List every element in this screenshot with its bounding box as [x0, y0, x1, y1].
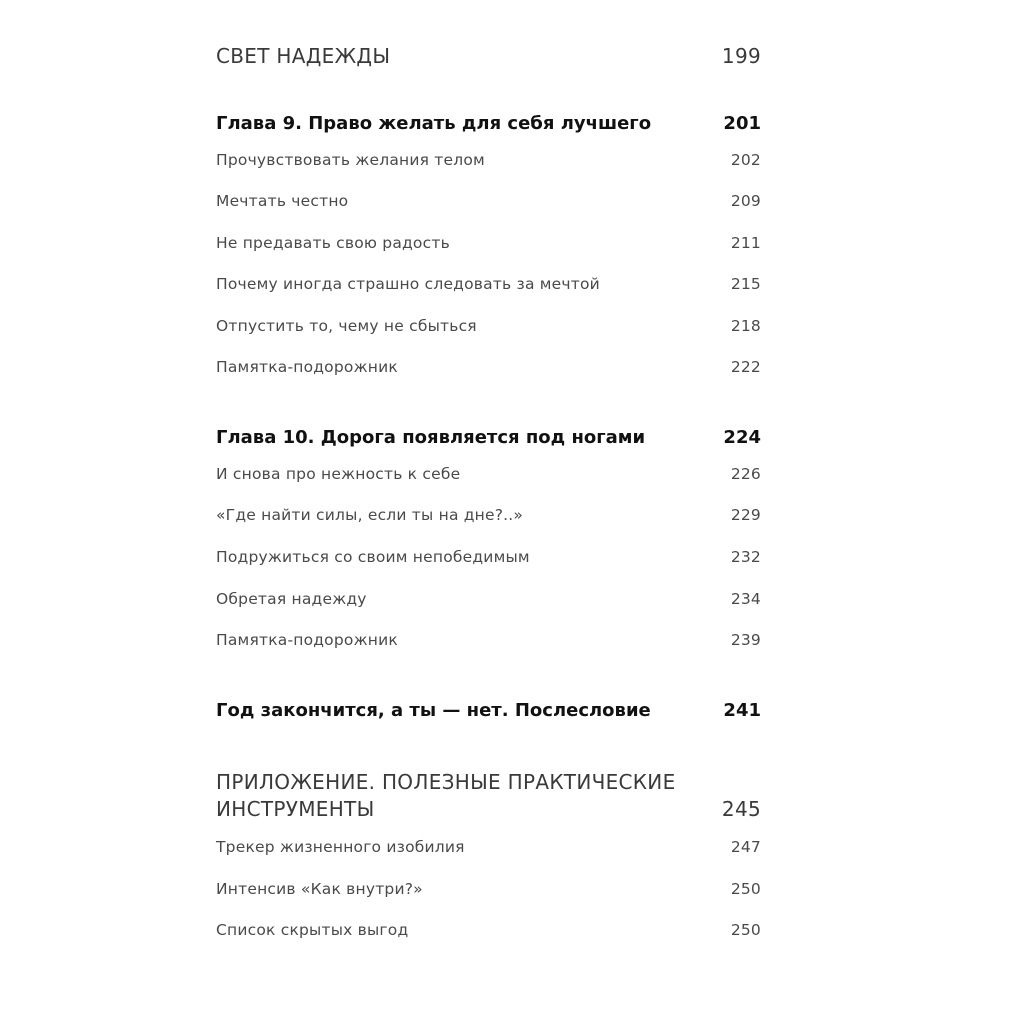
toc-section-title: Отпустить то, чему не сбыться [216, 317, 477, 335]
toc-part-page: 199 [721, 44, 761, 68]
toc-section-entry [216, 548, 761, 566]
toc-section-title: Памятка-подорожник [216, 631, 398, 649]
toc-afterword-entry [216, 700, 761, 721]
toc-section-entry [216, 506, 761, 524]
toc-chapter-title: Глава 9. Право желать для себя лучшего [216, 113, 652, 134]
toc-section-entry [216, 358, 761, 376]
toc-section-title: Памятка-подорожник [216, 358, 398, 376]
toc-appendix-entry [216, 769, 761, 823]
toc-section-title: Обретая надежду [216, 590, 367, 608]
toc-section-entry [216, 234, 761, 252]
toc-section-entry [216, 921, 761, 939]
toc-part-title: СВЕТ НАДЕЖДЫ [216, 44, 391, 68]
toc-section-title: Интенсив «Как внутри?» [216, 880, 423, 898]
toc-section-title: Список скрытых выгод [216, 921, 409, 939]
toc-section-title: Почему иногда страшно следовать за мечтой [216, 275, 600, 293]
toc-section-entry [216, 192, 761, 210]
toc-section-title: «Где найти силы, если ты на дне?..» [216, 506, 524, 524]
toc-section-page: 211 [730, 234, 761, 252]
toc-section-page: 250 [730, 921, 761, 939]
toc-section-page: 232 [730, 548, 761, 566]
toc-section-page: 250 [730, 880, 761, 898]
toc-section-entry [216, 880, 761, 898]
toc-section-title: Прочувствовать желания телом [216, 151, 485, 169]
toc-section-entry [216, 590, 761, 608]
toc-section-entry [216, 838, 761, 856]
toc-section-entry [216, 465, 761, 483]
toc-section-title: Не предавать свою радость [216, 234, 450, 252]
toc-section-title: И снова про нежность к себе [216, 465, 461, 483]
toc-section-page: 209 [730, 192, 761, 210]
toc-chapter-page: 224 [723, 427, 761, 448]
toc-section-title: Мечтать честно [216, 192, 349, 210]
toc-section-page: 202 [730, 151, 761, 169]
toc-section-page: 218 [730, 317, 761, 335]
toc-section-page: 247 [730, 838, 761, 856]
toc-section-page: 222 [730, 358, 761, 376]
toc-chapter-title: Глава 10. Дорога появляется под ногами [216, 427, 646, 448]
toc-section-page: 239 [730, 631, 761, 649]
toc-afterword-title: Год закончится, а ты — нет. Послесловие [216, 700, 651, 721]
toc-section-entry [216, 275, 761, 293]
toc-section-title: Трекер жизненного изобилия [216, 838, 465, 856]
toc-section-page: 226 [730, 465, 761, 483]
toc-chapter-entry [216, 427, 761, 448]
toc-section-title: Подружиться со своим непобедимым [216, 548, 530, 566]
toc-appendix-title-line2: ИНСТРУМЕНТЫ [216, 797, 375, 821]
toc-section-page: 215 [730, 275, 761, 293]
toc-afterword-page: 241 [723, 700, 761, 721]
toc-appendix-title-line1: ПРИЛОЖЕНИЕ. ПОЛЕЗНЫЕ ПРАКТИЧЕСКИЕ [216, 770, 676, 794]
toc-chapter-page: 201 [723, 113, 761, 134]
toc-section-entry [216, 317, 761, 335]
toc-section-page: 234 [730, 590, 761, 608]
toc-section-entry [216, 631, 761, 649]
toc-part-entry [216, 44, 761, 68]
toc-appendix-page: 245 [721, 797, 761, 821]
toc-chapter-entry [216, 113, 761, 134]
toc-section-page: 229 [730, 506, 761, 524]
toc-section-entry [216, 151, 761, 169]
